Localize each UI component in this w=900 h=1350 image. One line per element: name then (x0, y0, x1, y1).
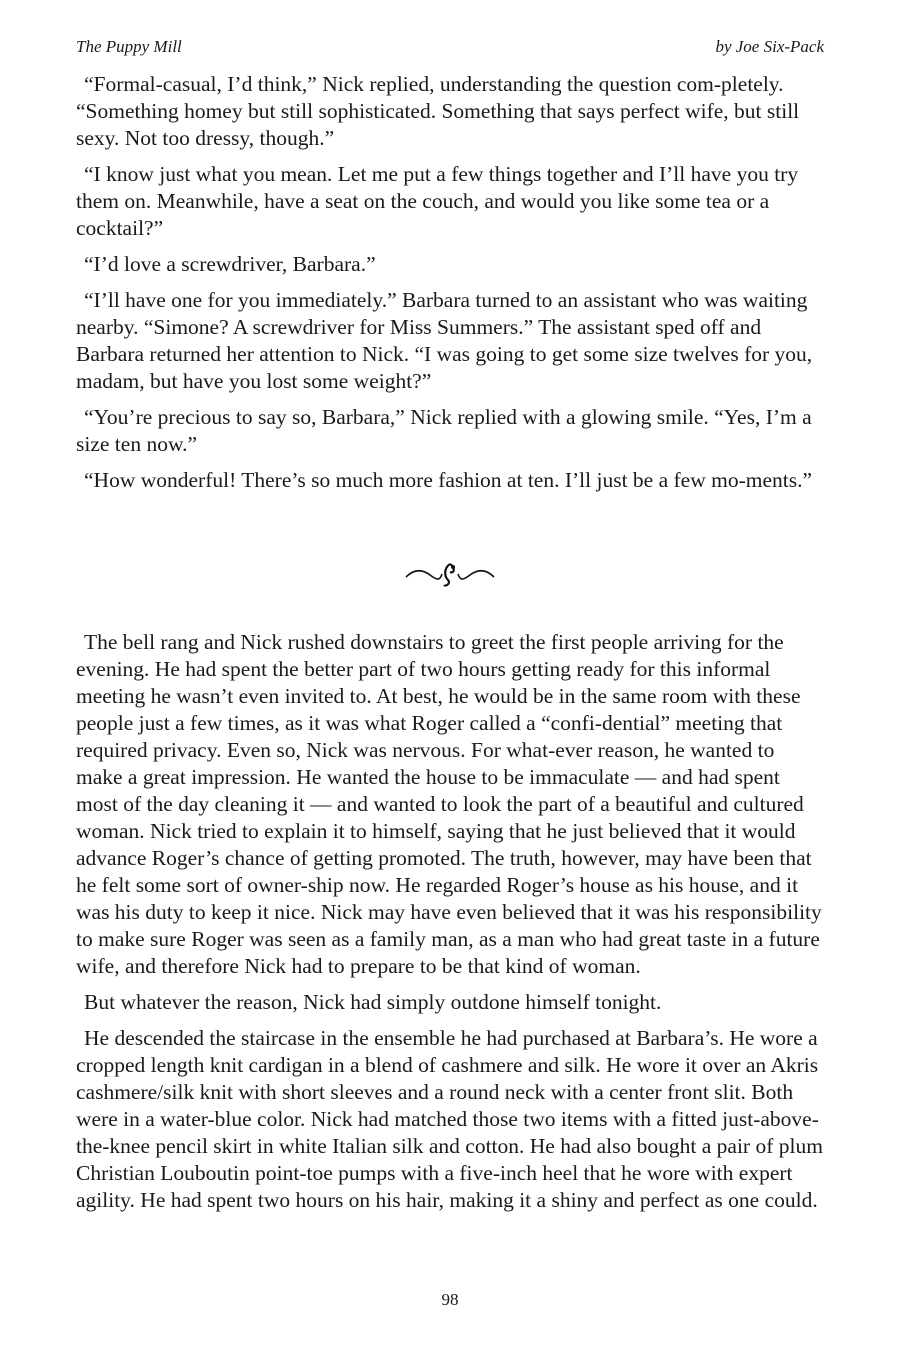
author-byline: by Joe Six-Pack (715, 37, 824, 56)
page-number: 98 (441, 1290, 459, 1309)
text-block-narrative (76, 629, 824, 1223)
paragraph: He descended the staircase in the ensemble he had purchased at Barbara’s. He wore a cropped length knit cardigan in a blend of cashmere and silk. He wore it over an Akris cashmere/silk knit with short sleeves and a round neck with a center front slit. Both were in a water-blue color. Nick had matched those two items with a fitted just-above-the-knee pencil skirt in white Italian silk and cotton. He had also bought a pair of plum Christian Louboutin point-toe pumps with a five-inch heel that he wore with expert agility. He had spent two hours on his hair, making it a shiny and perfect as one could. (76, 1026, 823, 1212)
paragraph: “I know just what you mean. Let me put a few things together and I’ll have you try them on. Meanwhile, have a seat on the couch, and would you like some tea or a cocktail?” (76, 162, 799, 240)
paragraph: The bell rang and Nick rushed downstairs to greet the first people arriving for the evening. He had spent the better part of two hours getting ready for this informal meeting he wasn’t even invited to. At best, he would be in the same room with these people just a few times, as it was what Roger called a “confi-dential” meeting that required privacy. Even so, Nick was nervous. For what-ever reason, he wanted to make a great impression. He wanted the house to be immaculate — and had spent most of the day cleaning it — and wanted to look the part of a beautiful and cultured woman. Nick tried to explain it to himself, saying that he just believed that it would advance Roger’s chance of getting promoted. The truth, however, may have been that he felt some sort of owner-ship now. He regarded Roger’s house as his house, and it was his duty to keep it nice. Nick may have even believed that it was his responsibility to make sure Roger was seen as a family man, as a man who had great taste in a future wife, and therefore Nick had to prepare to be that kind of woman. (76, 630, 822, 978)
paragraph: “I’d love a screwdriver, Barbara.” (84, 252, 376, 276)
text-block-dialogue (76, 71, 824, 503)
paragraph: “I’ll have one for you immediately.” Barbara turned to an assistant who was waiting nearby. “Simone? A screwdriver for Miss Summers.” The assistant sped off and Barbara returned her attention to Nick. “I was going to get some size twelves for you, madam, but have you lost some weight?” (76, 288, 813, 393)
scroll-flourish-icon (402, 560, 498, 590)
section-break (0, 560, 900, 596)
book-title: The Puppy Mill (76, 37, 182, 56)
paragraph: “How wonderful! There’s so much more fashion at ten. I’ll just be a few mo-ments.” (84, 468, 813, 492)
running-header (76, 37, 824, 57)
paragraph: “You’re precious to say so, Barbara,” Nick replied with a glowing smile. “Yes, I’m a size ten now.” (76, 405, 812, 456)
paragraph: But whatever the reason, Nick had simply outdone himself tonight. (84, 990, 662, 1014)
paragraph: “Formal-casual, I’d think,” Nick replied, understanding the question com-pletely. “Something homey but still sophisticated. Something that says perfect wife, but still sexy. Not too dressy, though.” (76, 72, 800, 150)
